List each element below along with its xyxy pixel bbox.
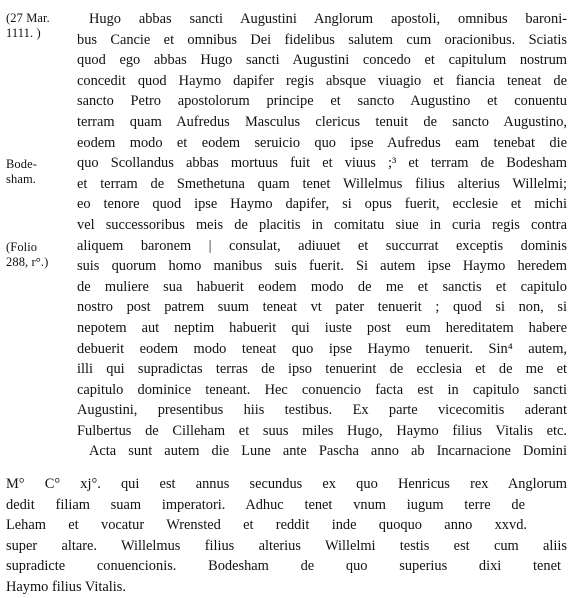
text-line: Augustini, presentibus hiis testibus. Ex parte vicecomitis aderant: [77, 402, 567, 419]
margin-note-date: (27 Mar. 1111. ): [6, 11, 50, 40]
text-line: nostro post patrem suum teneat vt pater tenuerit ; quod si non, si: [77, 299, 567, 316]
text-line: nepotem aut neptim habuerit qui iuste post eum hereditatem habere: [77, 319, 567, 336]
text-line: quod ego abbas Hugo sancti Augustini concedo et capitulum nostrum: [77, 52, 567, 69]
text-line: concedit quod Haymo dapifer regis absque viuagio et fiancia teneat de: [77, 72, 567, 89]
margin-note-folio: (Folio 288, r°.): [6, 240, 49, 269]
margin-note-place: Bode- sham.: [6, 157, 38, 186]
text-line: Leham et vocatur Wrensted et reddit inde quoquo anno xxvd.: [6, 517, 527, 534]
text-line: de muliere sua habuerit eodem modo de me et sanctis et capitulo: [77, 278, 567, 295]
text-line: Fulbertus de Cilleham et suus miles Hugo, Haymo filius Vitalis etc.: [77, 422, 567, 439]
main-text-block: [77, 9, 567, 462]
text-line: vel successoribus meis de placitis in comitatu siue in curia regis contra: [77, 216, 567, 233]
text-line: terram quam Aufredus Masculus clericus tenuit de sancto Augustino,: [77, 113, 567, 130]
text-line: bus Cancie et omnibus Dei fidelibus salutem cum oracionibus. Sciatis: [77, 31, 567, 48]
text-line: quo Scollandus abbas mortuus fuit et viuus ;³ et terram de Bodesham: [77, 155, 567, 172]
text-line: suis quorum homo manibus suis fuerit. Si autem ipse Haymo heredem: [77, 258, 567, 275]
text-line: Acta sunt autem die Lune ante Pascha anno ab Incarnacione Domini: [89, 443, 567, 460]
text-line: supradicte conuencionis. Bodesham de quo superius dixi tenet: [6, 558, 561, 575]
text-line: capitulo dominice teneant. Hec conuencio facta est in capitulo sancti: [77, 381, 567, 398]
text-line: sancto Petro apostolorum principe et sancto Augustino et conuentu: [77, 93, 567, 110]
text-line: et terram de Smethetuna quam tenet Willelmus filius alterius Willelmi;: [77, 175, 567, 192]
text-line: eodem modo et eodem seruicio quo ipse Aufredus eam tenebat die: [77, 134, 567, 151]
text-line: Haymo filius Vitalis.: [6, 578, 126, 595]
text-line: dedit filiam suam imperatori. Adhuc tenet vnum iugum terre de: [6, 496, 525, 513]
text-line: debuerit eodem modo teneat quo ipse Haymo tenuerit. Sin⁴ autem,: [77, 340, 567, 357]
text-line: M° C° xj°. qui est annus secundus ex quo Henricus rex Anglorum: [6, 476, 567, 492]
text-line: eo tenore quod ipse Haymo dapifer, si opus fuerit, ecclesie et michi: [77, 196, 567, 213]
text-line: aliquem baronem | consulat, adiuuet et succurrat exceptis dominis: [77, 237, 567, 254]
text-line: Hugo abbas sancti Augustini Anglorum apostoli, omnibus baroni-: [89, 11, 567, 27]
text-line: super altare. Willelmus filius alterius Willelmi testis est cum aliis: [6, 537, 567, 554]
tail-text-block: [6, 474, 567, 598]
text-line: illi qui supradictas terras de ipso tenuerint de ecclesia et de me et: [77, 361, 567, 378]
